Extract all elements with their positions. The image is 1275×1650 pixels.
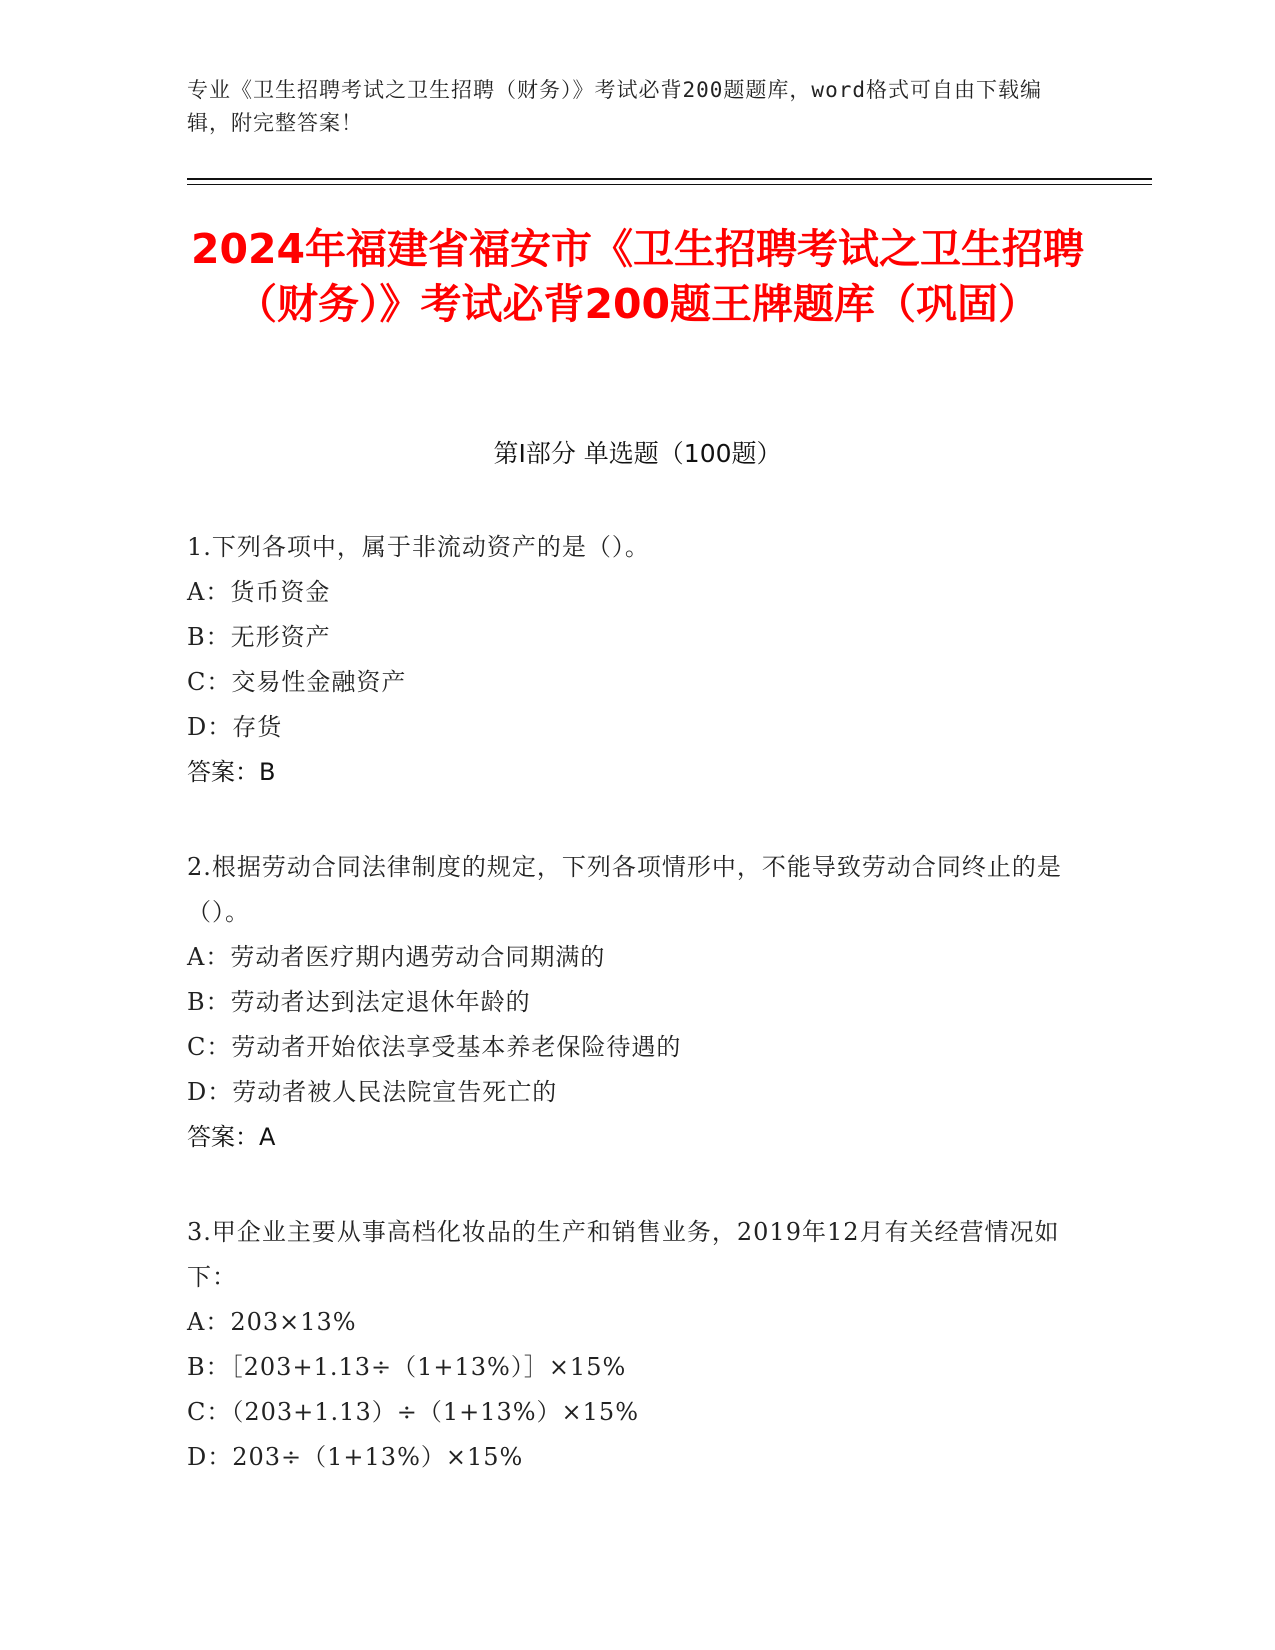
section-title: 第I部分 单选题（100题） (493, 439, 782, 468)
question-2 (187, 845, 1087, 1160)
header-divider-thin (187, 184, 1152, 185)
header-note: 专业《卫生招聘考试之卫生招聘（财务）》考试必背200题题库，word格式可自由下载编辑，附完整答案！ (187, 78, 1042, 135)
question-1 (187, 525, 1087, 795)
option-a: A：劳动者医疗期内遇劳动合同期满的 (187, 943, 606, 971)
option-d: D：203÷（1+13%）×15% (187, 1443, 524, 1471)
option-c: C：劳动者开始依法享受基本养老保险待遇的 (187, 1033, 682, 1061)
option-a: A：203×13% (187, 1308, 357, 1336)
option-c: C：（203+1.13）÷（1+13%）×15% (187, 1398, 640, 1426)
option-b: B：无形资产 (187, 623, 331, 651)
document-title: 2024年福建省福安市《卫生招聘考试之卫生招聘（财务）》考试必背200题王牌题库（巩固） (190, 225, 1085, 328)
option-c: C：交易性金融资产 (187, 668, 407, 696)
answer: 答案：B (187, 758, 276, 786)
question-3 (187, 1210, 1087, 1480)
question-list (187, 525, 1087, 1530)
question-stem: 1.下列各项中，属于非流动资产的是（）。 (187, 533, 650, 561)
option-b: B：［203+1.13÷（1+13%）］×15% (187, 1353, 627, 1381)
header-divider-thick (187, 178, 1152, 180)
question-stem: 2.根据劳动合同法律制度的规定，下列各项情形中，不能导致劳动合同终止的是（）。 (187, 853, 1062, 926)
option-a: A：货币资金 (187, 578, 331, 606)
option-b: B：劳动者达到法定退休年龄的 (187, 988, 531, 1016)
option-d: D：存货 (187, 713, 283, 741)
question-stem: 3.甲企业主要从事高档化妆品的生产和销售业务，2019年12月有关经营情况如下： (187, 1218, 1060, 1291)
answer: 答案：A (187, 1123, 276, 1151)
option-d: D：劳动者被人民法院宣告死亡的 (187, 1078, 558, 1106)
